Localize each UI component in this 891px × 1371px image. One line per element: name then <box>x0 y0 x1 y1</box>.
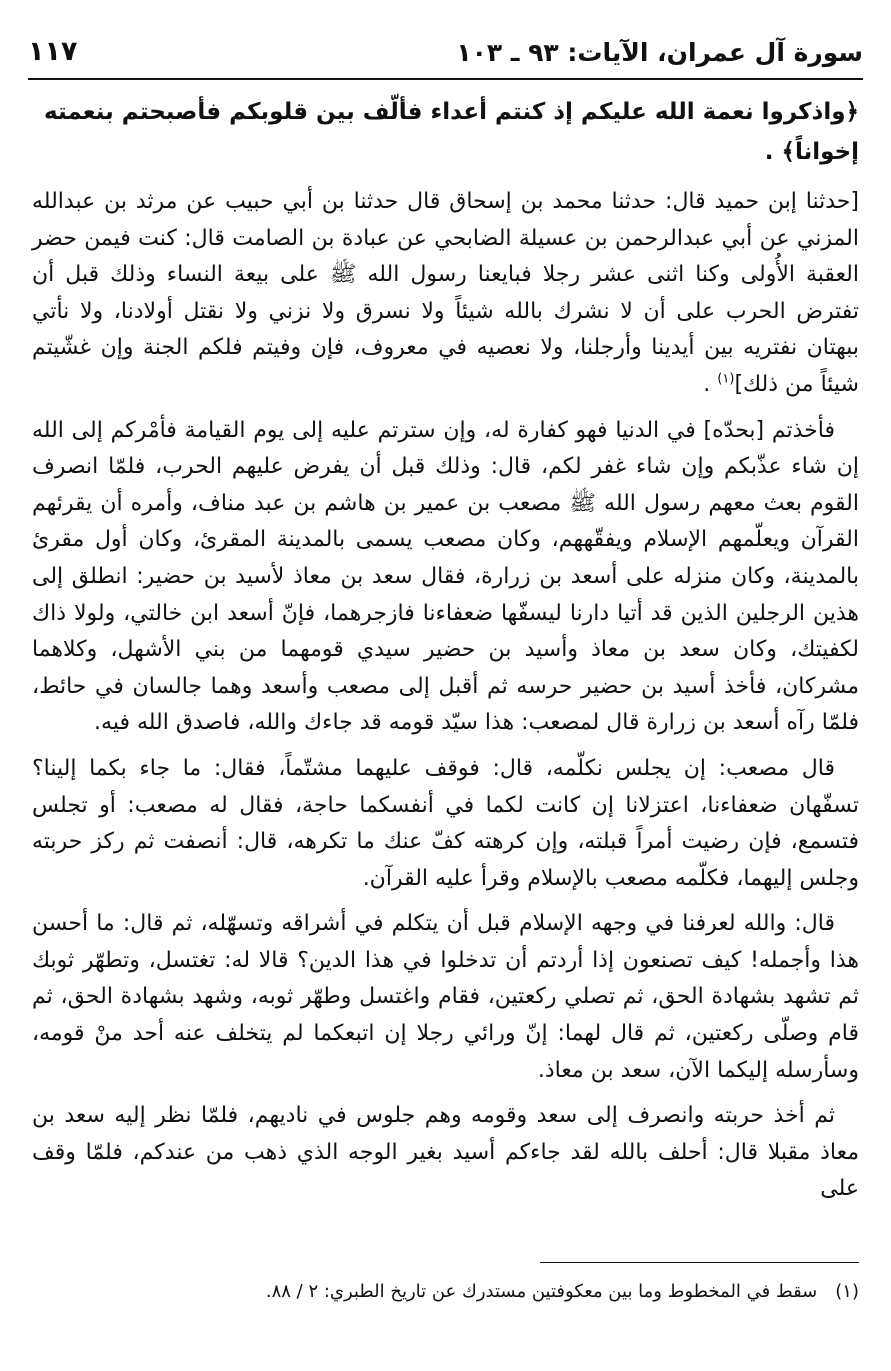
running-title: سورة آل عمران، الآيات: ٩٣ ـ ١٠٣ <box>456 38 863 67</box>
footnote-reference[interactable]: (١) <box>717 371 735 387</box>
paragraph-1-text: [حدثنا إبن حميد قال: حدثنا محمد بن إسحاق قال حدثنا بن أبي حبيب عن مرثد بن عبدالله المزني عن أبي عبدالرحمن بن عسيلة الضابحي عن عبادة بن الصامت قال: كنت فيمن حضر العقبة الأُولى وكنا اثنى عشر رجلا فبايعنا رسول الله ﷺ على بيعة النساء وذلك قبل أن تفترض الحرب على أن لا نشرك بالله شيئاً ولا نسرق ولا نزني ولا نقتل أولادنا، ولا نأتي ببهتان نفتريه بين أيدينا وأرجلنا، ولا نعصيه في معروف، فإن وفيتم فلكم الجنة وإن غشّيتم شيئاً من ذلك] <box>32 189 859 397</box>
paragraph-5: ثم أخذ حربته وانصرف إلى سعد وقومه وهم جلوس في ناديهم، فلمّا نظر إليه سعد بن معاذ مقبلا قال: أحلف بالله لقد جاءكم أسيد بغير الوجه الذي ذهب من عندكم، فلمّا وقف على <box>32 1103 859 1202</box>
paragraph-4: قال: والله لعرفنا في وجهه الإسلام قبل أن يتكلم في أشراقه وتسهّله، ثم قال: ما أحسن هذا وأجمله! كيف تصنعون إذا أردتم أن تدخلوا في هذا الدين؟ قالا له: تغتسل، وتطهّر ثوبك ثم تشهد بشهادة الحق، ثم تصلي ركعتين، فقام واغتسل وطهّر ثوبه، وشهد بشهادة الحق، ثم قام وصلّى ركعتين، ثم قال لهما: إنّ ورائي رجلا إن اتبعكما لم يتخلف عنه أحد منْ قومه، وسأرسله إليكما الآن، سعد بن معاذ. <box>32 911 859 1083</box>
page-header <box>28 36 863 80</box>
header-divider <box>28 78 863 80</box>
footnote-text: سقط في المخطوط وما بين معكوفتين مستدرك عن تاريخ الطبري: ٢ / ٨٨. <box>265 1281 818 1302</box>
page-body <box>32 92 859 1217</box>
footnote <box>32 1278 859 1306</box>
paragraph-2: فأخذتم [بحدّه] في الدنيا فهو كفارة له، وإن سترتم عليه إلى يوم القيامة فأمْركم إلى الله إن شاء عذّبكم وإن شاء غفر لكم، قال: وذلك قبل أن يفرض عليهم الحرب، فلمّا انصرف القوم بعث معهم رسول الله ﷺ مصعب بن عمير بن هاشم بن عبد مناف، وأمره أن يقرئهم القرآن ويعلّمهم الإسلام ويفقّههم، وكان مصعب يسمى بالمدينة المقرئ، وكان أول مقرئ بالمدينة، وكان منزله على أسعد بن زرارة، فقال سعد بن معاذ لأسيد بن حضير: انطلق إلى هذين الرجلين الذين قد أتيا دارنا ليسفّها ضعفاءنا فازجرهما، فإنّ أسعد ابن خالتي، ولولا ذاك لكفيتك، وكان سعد بن معاذ وأسيد بن حضير سيدي قومهما من بني الأشهل، وكلاهما مشركان، فأخذ أسيد بن حضير حرسه ثم أقبل إلى مصعب وأسعد وهما جالسان في حائط، فلمّا رآه أسعد بن زرارة قال لمصعب: هذا سيّد قومه قد جاءك والله، فاصدق الله فيه. <box>32 417 859 736</box>
paragraph-1: [حدثنا إبن حميد قال: حدثنا محمد بن إسحاق قال حدثنا بن أبي حبيب عن مرثد بن عبدالله المزني عن أبي عبدالرحمن بن عسيلة الضابحي عن عبادة بن الصامت قال: كنت فيمن حضر العقبة الأُولى وكنا اثنى عشر رجلا فبايعنا رسول الله ﷺ على بيعة النساء وذلك قبل أن تفترض الحرب على أن لا نشرك بالله شيئاً ولا نسرق ولا نزني ولا نقتل أولادنا، ولا نأتي ببهتان نفتريه بين أيدينا وأرجلنا، ولا نعصيه في معروف، فإن وفيتم فلكم الجنة وإن غشّيتم شيئاً من ذلك]$^{(١)}$ . <box>32 189 859 397</box>
footnote-mark: (١) <box>835 1281 859 1302</box>
paragraph-3: قال مصعب: إن يجلس نكلّمه، قال: فوقف عليهما مشتّماً، فقال: ما جاء بكما إلينا؟ تسفّهان ضعفاءنا، اعتزلانا إن كانت لكما في أنفسكما حاجة، فقال له مصعب: أو تجلس فتسمع، فإن رضيت أمراً قبلته، وإن كرهته كفّ عنك ما تكرهه، قال: أنصفت ثم ركز حربته وجلس إليهما، فكلّمه مصعب بالإسلام وقرأ عليه القرآن. <box>32 755 859 891</box>
page-number: ١١٧ <box>28 36 78 67</box>
footnote-divider <box>540 1262 859 1263</box>
quran-verse: ﴿واذكروا نعمة الله عليكم إذ كنتم أعداء فألّف بين قلوبكم فأصبحتم بنعمته إخواناً﴾ . <box>44 99 859 165</box>
